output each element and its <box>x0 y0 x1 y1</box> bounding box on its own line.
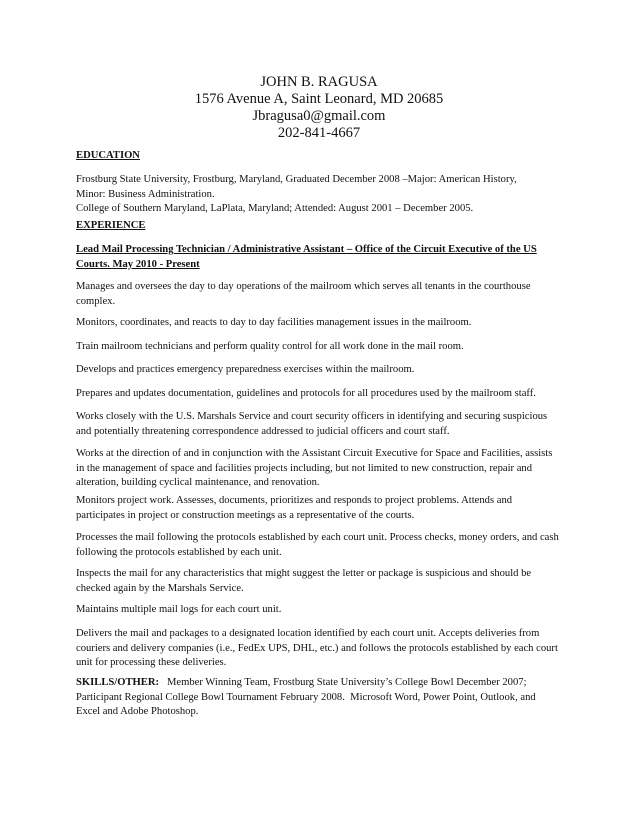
duty-item: Maintains multiple mail logs for each court unit. <box>76 604 282 615</box>
duty-item: Works closely with the U.S. Marshals Service and court security officers in identifying and securing suspicious and potentially threatening correspondence addressed to judicial officers and court staff. <box>76 411 548 437</box>
duty-item: Processes the mail following the protocols established by each court unit. Process checks, money orders, and cash following the protocols established by each unit. <box>76 532 559 558</box>
applicant-email: Jbragusa0@gmail.com <box>252 108 386 124</box>
duty-item: Manages and oversees the day to day operations of the mailroom which serves all tenants in the courthouse complex. <box>76 281 531 307</box>
duty-item: Monitors, coordinates, and reacts to day to day facilities management issues in the mailroom. <box>76 317 472 328</box>
applicant-name: JOHN B. RAGUSA <box>260 74 378 90</box>
education-line: Minor: Business Administration. <box>76 188 215 200</box>
duty-item: Delivers the mail and packages to a designated location identified by each court unit. Accepts deliveries from couriers and delivery companies (i.e., FedEx UPS, DHL, etc.) and follows the protocols established by each court unit for processing these deliveries. <box>76 628 558 668</box>
duty-item: Train mailroom technicians and perform quality control for all work done in the mail room. <box>76 341 464 352</box>
education-line: Frostburg State University, Frostburg, Maryland, Graduated December 2008 –Major: American History, <box>76 174 517 185</box>
education-title: EDUCATION <box>76 150 140 161</box>
skills-text: Member Winning Team, Frostburg State University’s College Bowl December 2007; Participant Regional College Bowl Tournament February 2008. Microsoft Word, Power Point, Outlook, and Excel and Adobe Photoshop. <box>76 677 539 717</box>
education-section <box>76 173 560 217</box>
duty-item: Prepares and updates documentation, guidelines and protocols for all procedures used by the mailroom staff. <box>76 388 536 399</box>
duty-item: Develops and practices emergency preparedness exercises within the mailroom. <box>76 364 415 375</box>
job-title: Lead Mail Processing Technician / Administrative Assistant – Office of the Circuit Executive of the US Courts. May 2010 - Present <box>76 244 537 270</box>
skills-label: SKILLS/OTHER: <box>76 677 160 688</box>
duty-item: Works at the direction of and in conjunction with the Assistant Circuit Executive for Space and Facilities, assists in the management of space and facilities projects including, but not limited to new construction, repair and alteration, building cyclical maintenance, and renovation. <box>76 448 553 488</box>
skills-section <box>76 676 560 720</box>
education-line: College of Southern Maryland, LaPlata, Maryland; Attended: August 2001 – December 2005. <box>76 203 474 214</box>
duty-item: Inspects the mail for any characteristics that might suggest the letter or package is suspicious and should be checked again by the Marshals Service. <box>76 568 532 594</box>
resume-header <box>0 74 638 142</box>
applicant-phone: 202-841-4667 <box>277 125 361 141</box>
applicant-address: 1576 Avenue A, Saint Leonard, MD 20685 <box>194 91 444 107</box>
experience-title: EXPERIENCE <box>76 220 146 231</box>
duty-item: Monitors project work. Assesses, documents, prioritizes and responds to project problems. Attends and participates in project or construction meetings as a representative of the courts. <box>76 495 513 521</box>
